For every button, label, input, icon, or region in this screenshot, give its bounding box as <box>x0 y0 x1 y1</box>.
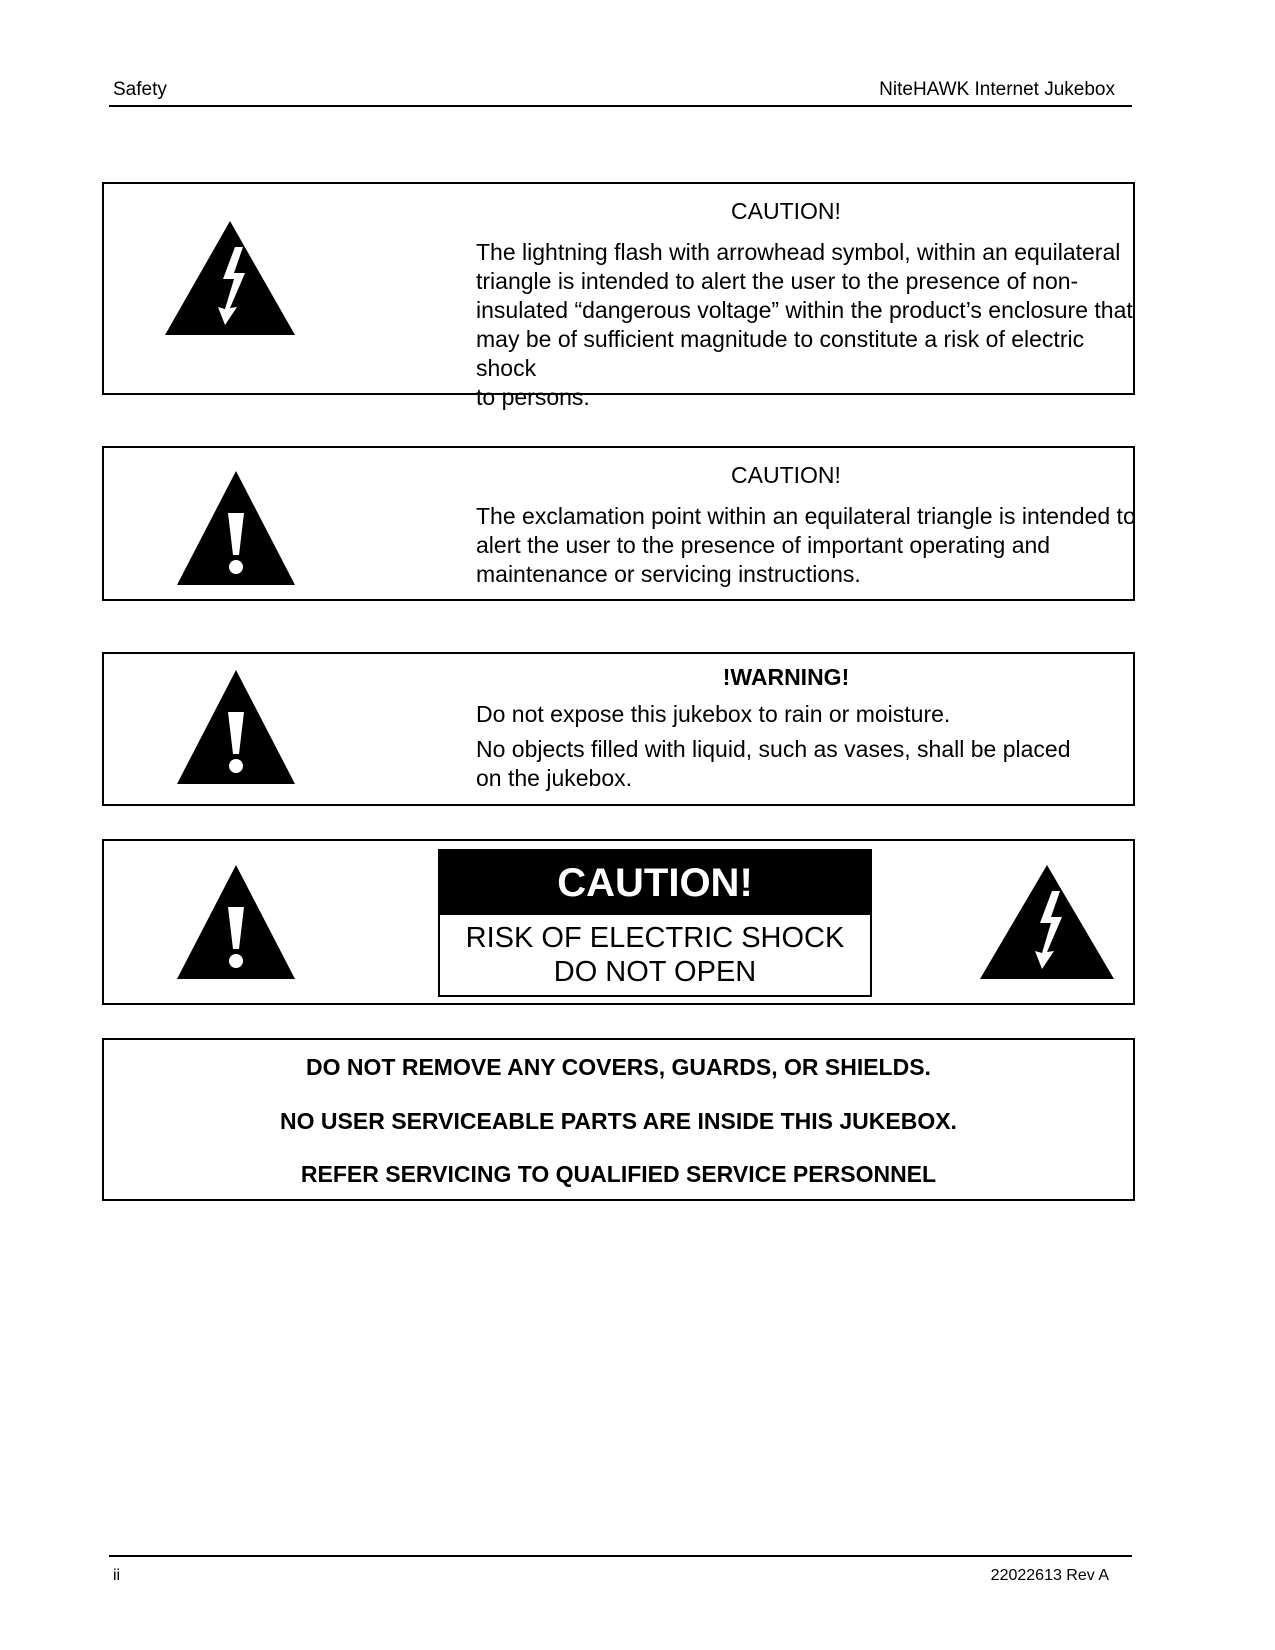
text-line: Do not expose this jukebox to rain or moisture. <box>476 701 951 727</box>
sign-title: CAUTION! <box>440 851 870 915</box>
exclamation-warning-icon <box>177 865 295 979</box>
text-line: on the jukebox. <box>476 765 633 791</box>
page-number: ii <box>113 1567 121 1584</box>
sign-body <box>440 915 870 989</box>
notice-line: DO NOT REMOVE ANY COVERS, GUARDS, OR SHIELDS. <box>306 1054 931 1080</box>
warning-line-liquid <box>476 735 1136 793</box>
header-product-name: NiteHAWK Internet Jukebox <box>879 79 1115 100</box>
caution-description <box>476 238 1136 412</box>
text-line: No objects filled with liquid, such as vases, shall be placed <box>476 736 1071 762</box>
caution-box-lightning <box>102 182 1135 410</box>
text-line: to persons. <box>476 384 590 410</box>
notice-line: NO USER SERVICEABLE PARTS ARE INSIDE THIS JUKEBOX. <box>280 1108 957 1134</box>
document-number: 22022613 Rev A <box>990 1567 1109 1584</box>
lightning-warning-icon <box>165 221 295 335</box>
header-rule <box>109 105 1132 107</box>
text-line: maintenance or servicing instructions. <box>476 561 861 587</box>
service-notice-box <box>102 1038 1135 1201</box>
header-section-title: Safety <box>113 79 167 100</box>
caution-title: CAUTION! <box>731 462 841 488</box>
text-line: The exclamation point within an equilateral triangle is intended to <box>476 503 1136 529</box>
shock-caution-box <box>102 839 1135 1005</box>
text-line: insulated “dangerous voltage” within the product’s enclosure that <box>476 297 1133 323</box>
notice-line: REFER SERVICING TO QUALIFIED SERVICE PERSONNEL <box>300 1161 937 1187</box>
warning-box <box>102 652 1135 806</box>
text-line: The lightning flash with arrowhead symbol, within an equilateral <box>476 239 1121 265</box>
caution-box-exclamation <box>102 446 1135 601</box>
sign-line: RISK OF ELECTRIC SHOCK <box>465 922 845 954</box>
caution-description <box>476 502 1136 589</box>
lightning-warning-icon <box>980 865 1114 979</box>
text-line: may be of sufficient magnitude to constitute a risk of electric shock <box>476 326 1085 381</box>
warning-line-moisture <box>476 700 1136 729</box>
text-line: triangle is intended to alert the user to the presence of non- <box>476 268 1079 294</box>
warning-title: !WARNING! <box>722 664 850 690</box>
caution-title: CAUTION! <box>731 198 841 224</box>
text-line: alert the user to the presence of important operating and <box>476 532 1051 558</box>
shock-sign <box>438 849 872 997</box>
sign-line: DO NOT OPEN <box>553 956 757 988</box>
exclamation-warning-icon <box>177 471 295 585</box>
exclamation-warning-icon <box>177 670 295 784</box>
footer-rule <box>109 1555 1132 1557</box>
